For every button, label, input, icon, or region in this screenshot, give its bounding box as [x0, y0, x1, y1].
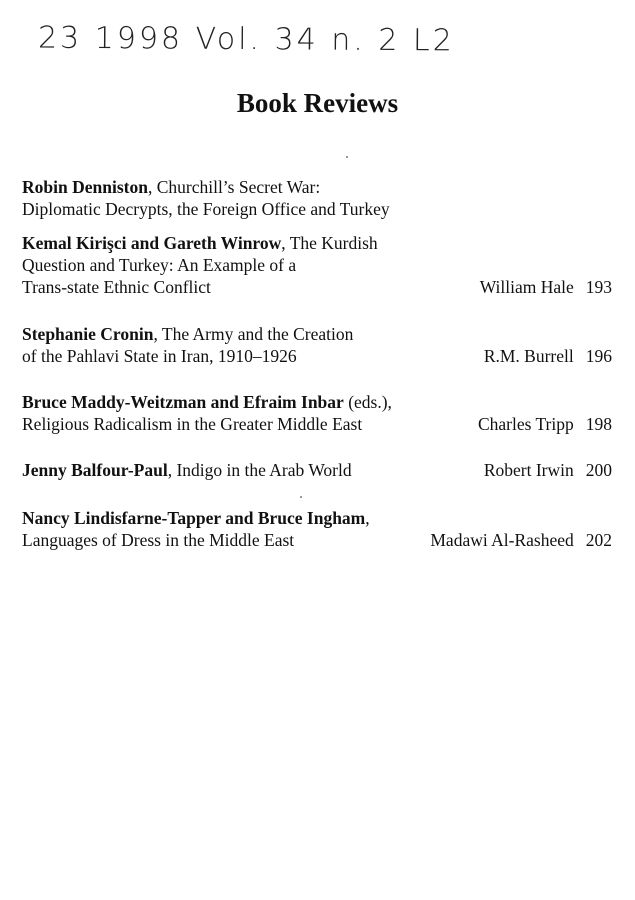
review-list	[22, 176, 612, 551]
reviewer-info	[480, 276, 612, 298]
page-title: Book Reviews	[236, 88, 399, 118]
book-title-part: , The Kurdish	[281, 233, 378, 253]
book-title-line: Trans-state Ethnic Conflict	[22, 277, 211, 297]
review-entry	[22, 507, 612, 551]
book-title-part: , The Army and the Creation	[153, 324, 354, 344]
entry-first-line	[22, 507, 612, 529]
reviewer-name: R.M. Burrell	[483, 346, 574, 366]
book-title-line: Languages of Dress in the Middle East	[22, 530, 295, 550]
book-title-line: Diplomatic Decrypts, the Foreign Office and Turkey	[22, 199, 390, 219]
review-entry	[22, 391, 612, 435]
reviewer-info	[430, 529, 612, 551]
reviewer-name: Charles Tripp	[477, 414, 574, 434]
review-entry	[22, 176, 612, 220]
book-title-line: Religious Radicalism in the Greater Middle East	[22, 414, 363, 434]
book-title-part: (eds.),	[343, 392, 392, 412]
book-title-part: ,	[365, 508, 370, 528]
review-author: Nancy Lindisfarne-Tapper and Bruce Ingham	[22, 508, 366, 528]
page-number: 193	[585, 277, 612, 297]
page-number: 202	[585, 530, 612, 550]
reviewer-name: Madawi Al-Rasheed	[430, 530, 574, 550]
entry-first-line	[22, 323, 612, 345]
reviewer-info	[478, 413, 612, 435]
scan-speck	[346, 156, 348, 158]
handwritten-annotation: 23 1998 Vol. 34 n. 2 L2	[37, 20, 455, 59]
review-author: Stephanie Cronin	[22, 324, 154, 344]
reviewer-name: William Hale	[479, 277, 574, 297]
entry-first-line	[22, 391, 612, 413]
review-author: Kemal Kirişci and Gareth Winrow	[22, 233, 282, 253]
book-title-part: , Indigo in the Arab World	[167, 460, 352, 480]
scan-speck	[300, 496, 302, 498]
review-entry	[22, 323, 612, 367]
review-author: Jenny Balfour-Paul	[22, 460, 168, 480]
page-number: 198	[585, 414, 612, 434]
book-title-part: , Churchill’s Secret War:	[147, 177, 321, 197]
page-number: 200	[585, 460, 612, 480]
page-number: 196	[585, 346, 612, 366]
review-author: Robin Denniston	[22, 177, 148, 197]
book-title-line: of the Pahlavi State in Iran, 1910–1926	[22, 346, 297, 366]
entry-first-line	[22, 232, 612, 254]
entry-first-line	[22, 176, 612, 198]
review-entry	[22, 232, 612, 298]
reviewer-info	[484, 459, 612, 481]
review-author: Bruce Maddy-Weitzman and Efraim Inbar	[22, 392, 344, 412]
review-entry	[22, 459, 612, 481]
book-title-line: Question and Turkey: An Example of a	[22, 255, 297, 275]
reviewer-info	[484, 345, 612, 367]
reviewer-name: Robert Irwin	[483, 460, 574, 480]
